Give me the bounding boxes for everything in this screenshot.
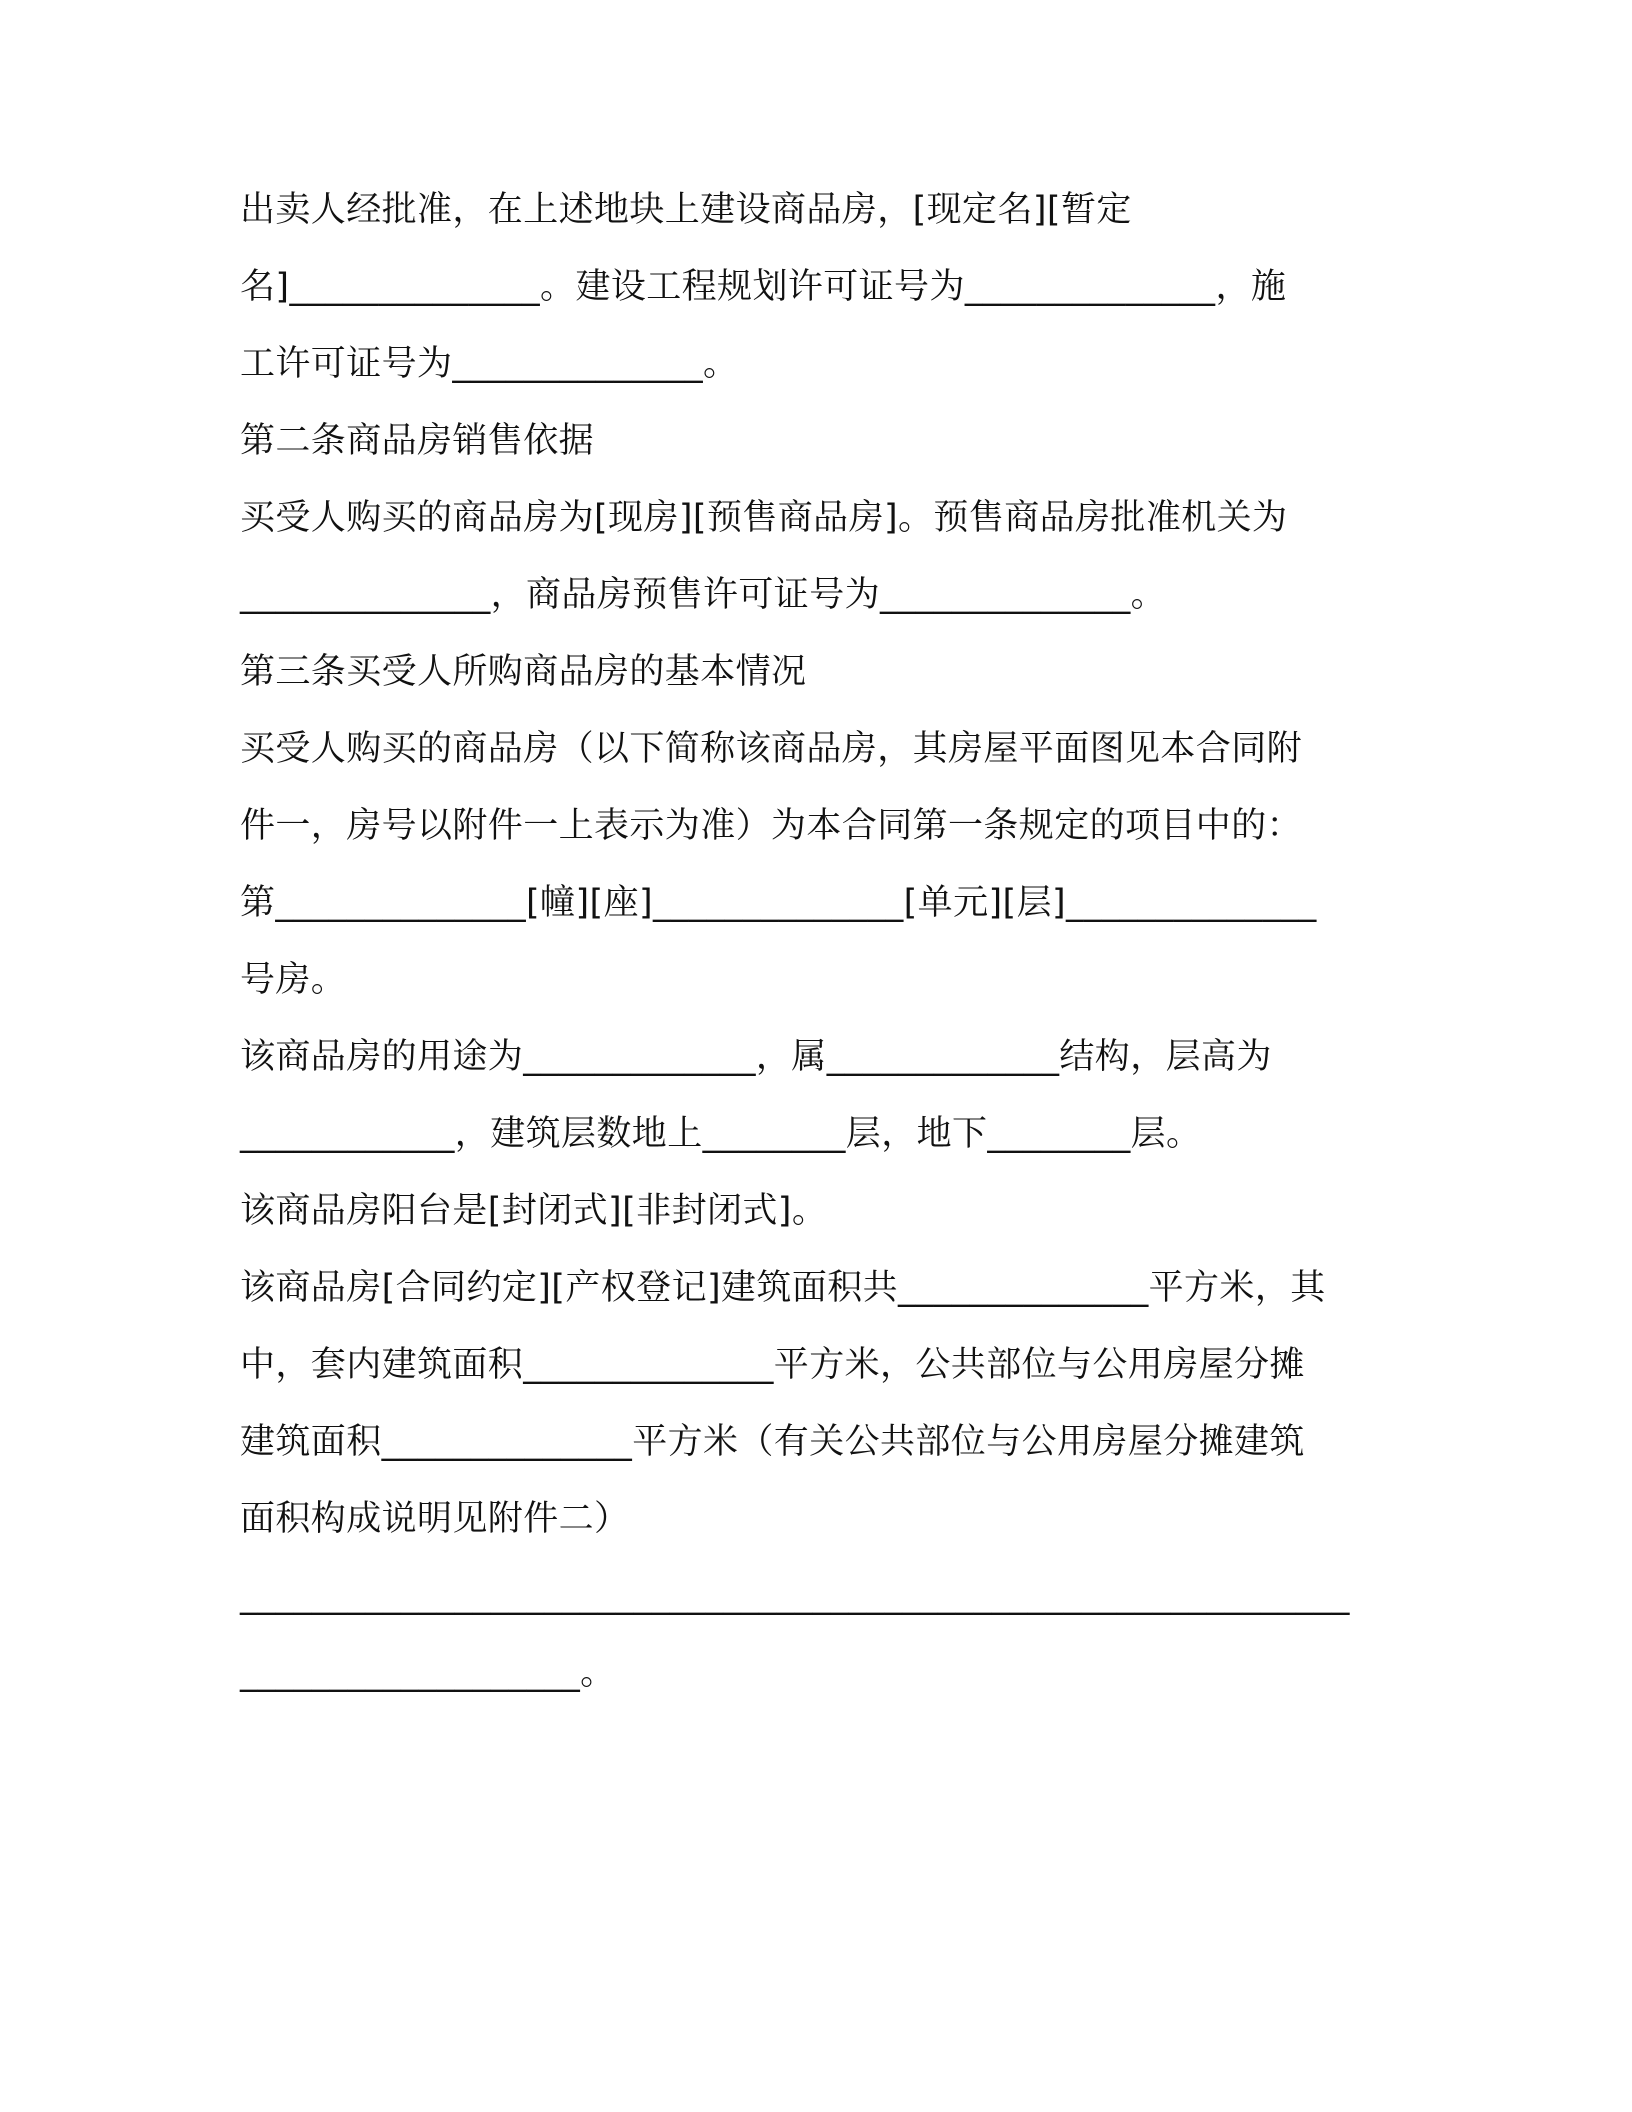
text-line: 面积构成说明见附件二） — [240, 1499, 630, 1539]
text-line: 工许可证号为______________。 — [240, 344, 739, 384]
text-line: 件一，房号以附件一上表示为准）为本合同第一条规定的项目中的： — [240, 806, 1303, 846]
text-line: 该商品房阳台是[封闭式][非封闭式]。 — [240, 1191, 828, 1231]
text-line: 该商品房的用途为_____________，属_____________结构，层高为 — [240, 1037, 1272, 1077]
text-line: 出卖人经批准，在上述地块上建设商品房，[现定名][暂定 — [240, 190, 1132, 230]
text-line: 买受人购买的商品房为[现房][预售商品房]。预售商品房批准机关为 — [240, 498, 1288, 538]
section-heading: 第三条买受人所购商品房的基本情况 — [240, 652, 807, 692]
section-heading: 第二条商品房销售依据 — [240, 421, 595, 461]
text-line: ____________，建筑层数地上________层，地下________层。 — [240, 1114, 1202, 1154]
contract-text-body — [240, 190, 1400, 1730]
blank-fill-line: ___________________。 — [240, 1653, 616, 1693]
text-line: 该商品房[合同约定][产权登记]建筑面积共______________平方米，其 — [240, 1268, 1326, 1308]
text-line: 名]______________。建设工程规划许可证号为______________，施 — [240, 267, 1287, 307]
text-line: 建筑面积______________平方米（有关公共部位与公用房屋分摊建筑 — [240, 1422, 1305, 1462]
text-line: 买受人购买的商品房（以下简称该商品房，其房屋平面图见本合同附 — [240, 729, 1303, 769]
text-line: 号房。 — [240, 960, 347, 1000]
blank-fill-line: ______________________________________________________________ — [240, 1576, 1350, 1616]
text-line: 中，套内建筑面积______________平方米，公共部位与公用房屋分摊 — [240, 1345, 1305, 1385]
text-line: ______________，商品房预售许可证号为______________。 — [240, 575, 1167, 615]
text-line: 第______________[幢][座]______________[单元][层]______________ — [240, 883, 1317, 923]
